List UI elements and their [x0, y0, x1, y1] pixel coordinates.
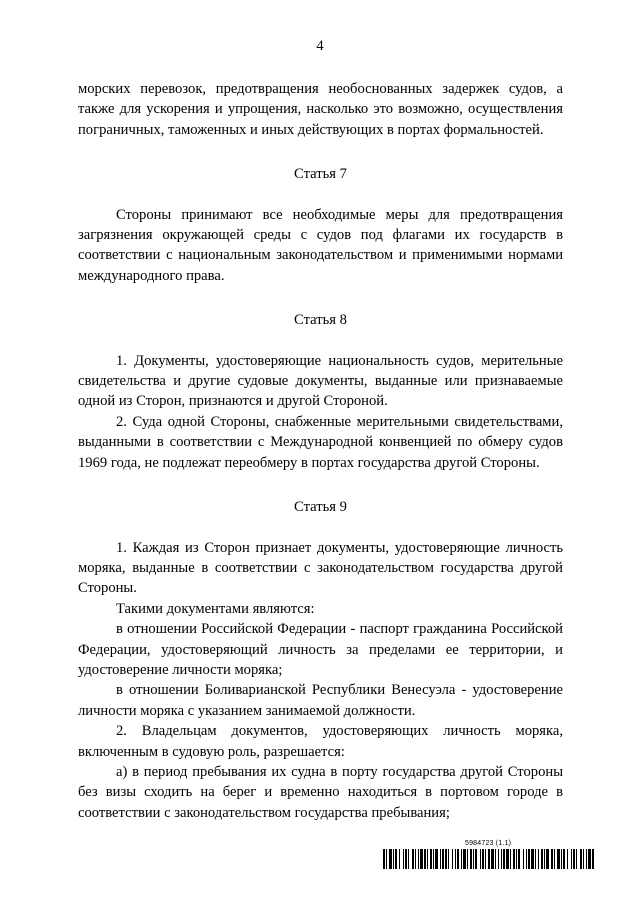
continuation-paragraph: морских перевозок, предотвращения необоснованных задержек судов, а также для ускорения и упрощения, насколько это возможно, осуществления пограничных, таможенных и иных действующих в портах формальностей.: [78, 81, 563, 138]
barcode-image: [383, 849, 595, 869]
article-9-paragraph-5: 2. Владельцам документов, удостоверяющих личность моряка, включенным в судовую роль, разрешается:: [78, 723, 563, 760]
document-body: [78, 79, 563, 823]
article-9-paragraph-4: в отношении Боливарианской Республики Венесуэла - удостоверение личности моряка с указанием занимаемой должности.: [78, 682, 563, 719]
article-9-paragraph-2: Такими документами являются:: [116, 600, 315, 617]
article-8-heading: Статья 8: [294, 312, 347, 329]
article-9-paragraph-6: а) в период пребывания их судна в порту государства другой Стороны без визы сходить на берег и временно находиться в портовом городе в соответствии с законодательством государства пребывания;: [78, 763, 563, 821]
document-code: 5984723 (1.1): [465, 840, 512, 847]
article-9-heading: Статья 9: [294, 499, 347, 516]
page-number: 4: [316, 38, 324, 54]
article-9-paragraph-3: в отношении Российской Федерации - паспорт гражданина Российской Федерации, удостоверяющий личность за пределами ее территории, и удостоверение личности моряка;: [78, 621, 563, 678]
article-8-paragraph-1: 1. Документы, удостоверяющие национальность судов, мерительные свидетельства и другие судовые документы, выданные или признаваемые одной из Сторон, признаются и другой Стороной.: [78, 352, 563, 410]
article-8-paragraph-2: 2. Суда одной Стороны, снабженные мерительными свидетельствами, выданными в соответствии с Международной конвенцией по обмеру судов 1969 года, не подлежат переобмеру в портах государства другой Стороны.: [78, 413, 563, 471]
article-7-heading: Статья 7: [294, 166, 347, 183]
article-7-paragraph: Стороны принимают все необходимые меры для предотвращения загрязнения окружающей среды с судов под флагами их государств в соответствии с национальным законодательством и применимыми нормами международного права.: [78, 206, 563, 284]
article-9-paragraph-1: 1. Каждая из Сторон признает документы, удостоверяющие личность моряка, выданные в соответствии с законодательством государства другой Стороны.: [78, 539, 563, 597]
